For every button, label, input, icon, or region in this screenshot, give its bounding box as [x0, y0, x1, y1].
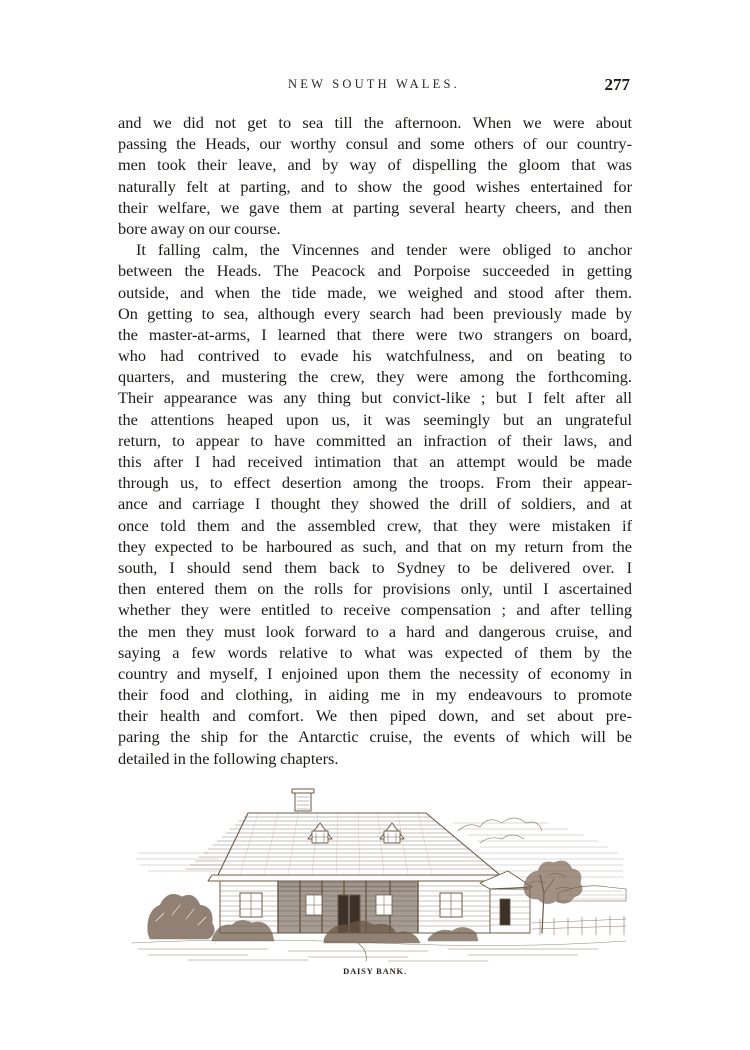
garden-path — [358, 943, 366, 961]
page-number: 277 — [604, 75, 630, 94]
body-text — [118, 112, 632, 769]
text-line: the master-at-arms, I learned that there were two strangers on board, — [118, 324, 632, 344]
text-line: On getting to sea, although every search had been previously made by — [118, 303, 632, 323]
text-line: paring the ship for the Antarctic cruise, the events of which will be — [118, 727, 632, 747]
text-line: naturally felt at parting, and to show the good wishes entertained for — [118, 176, 632, 196]
fence — [532, 916, 626, 935]
text-line: this after I had received intimation that an attempt would be made — [118, 452, 632, 471]
text-line: detailed in the following chapters. — [118, 748, 339, 768]
window-verandah-left — [306, 895, 322, 915]
text-line: and we did not get to sea till the afternoon. When we were about — [118, 113, 632, 132]
verandah-eave — [208, 875, 506, 881]
text-line: outside, and when the tide made, we weighed and stood after them. — [118, 282, 632, 302]
running-title: NEW SOUTH WALES. — [288, 77, 460, 91]
window-left — [240, 893, 262, 917]
text-line: their food and clothing, in aiding me in my endeavours to promote — [118, 685, 632, 705]
text-line: whether they were entitled to receive compensation ; and after telling — [118, 600, 632, 620]
text-line: bore away on our course. — [118, 218, 281, 238]
text-line: saying a few words relative to what was expected of them by the — [118, 642, 632, 662]
clouds — [458, 818, 542, 843]
text-line: between the Heads. The Peacock and Porpoise succeeded in getting — [118, 261, 632, 281]
text-line: country and myself, I enjoined upon them the necessity of economy in — [118, 663, 632, 683]
text-line: who had contrived to evade his watchfulness, and on beating to — [118, 346, 632, 366]
text-line: men took their leave, and by way of dispelling the gloom that was — [118, 155, 632, 175]
window-right — [440, 893, 462, 917]
text-line: It falling calm, the Vincennes and tender were obliged to anchor — [136, 240, 632, 260]
text-line: once told them and the assembled crew, that they were mistaken if — [118, 515, 632, 535]
text-line: they expected to be harboured as such, and that on my return from the — [118, 536, 632, 556]
text-line: then entered them on the rolls for provisions only, until I ascertained — [118, 579, 632, 599]
window-verandah-right — [376, 895, 392, 915]
text-line: their welfare, we gave them at parting several hearty cheers, and then — [118, 197, 632, 217]
text-line: quarters, and mustering the crew, they were among the forthcoming. — [118, 367, 632, 387]
text-line: the attentions heaped upon us, it was seemingly but an ungrateful — [118, 409, 632, 429]
text-line: return, to appear to have committed an infraction of their laws, and — [118, 430, 632, 450]
running-head — [118, 75, 630, 97]
ground — [132, 940, 626, 961]
shrub-left — [148, 894, 215, 939]
text-line: through us, to effect desertion among the troops. From their appear- — [118, 473, 632, 493]
illustration-caption: DAISY BANK. — [343, 966, 407, 976]
text-line: the men they must look forward to a hard and dangerous cruise, and — [118, 621, 632, 641]
text-line: ance and carriage I thought they showed the drill of soldiers, and at — [118, 494, 632, 514]
engraving-art — [132, 789, 626, 961]
daisy-bank-engraving — [128, 783, 630, 963]
text-line: passing the Heads, our worthy consul and some others of our country- — [118, 134, 632, 154]
text-line: their health and comfort. We then piped down, and set about pre- — [118, 706, 632, 726]
text-line: Their appearance was any thing but convict-like ; but I felt after all — [118, 388, 632, 408]
text-line: south, I should send them back to Sydney to be delivered over. I — [118, 557, 632, 577]
